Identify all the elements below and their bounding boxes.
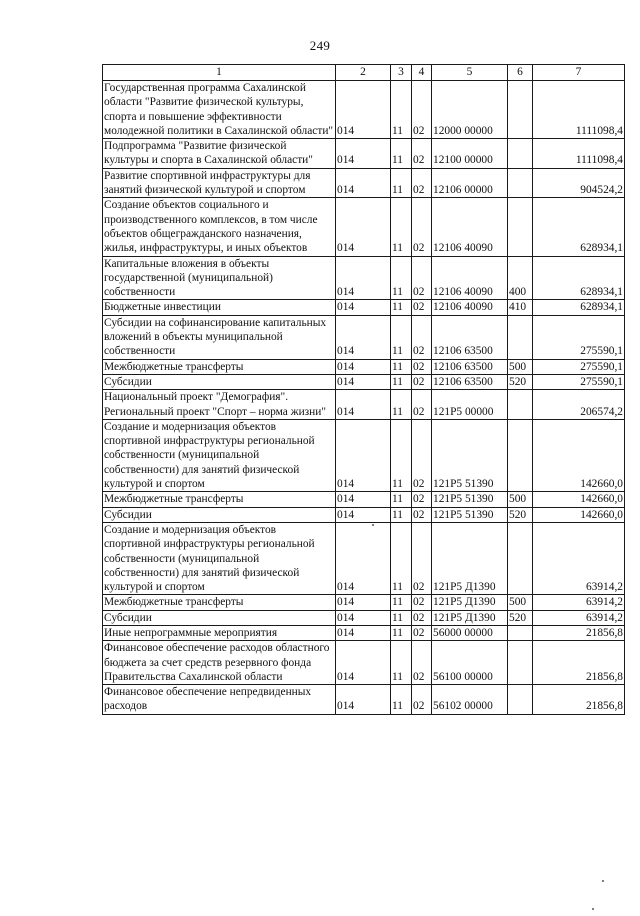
row-code-section: 11 (391, 610, 412, 625)
row-code-expense-type (508, 685, 533, 715)
row-amount: 142660,0 (533, 492, 625, 507)
row-code-section: 11 (391, 685, 412, 715)
row-code-expense-type: 410 (508, 300, 533, 315)
table-row (103, 359, 625, 374)
row-code-expense-type (508, 641, 533, 685)
table-row (103, 507, 625, 522)
table-body (103, 81, 625, 715)
row-amount: 63914,2 (533, 595, 625, 610)
row-amount: 275590,1 (533, 374, 625, 389)
row-code-section: 11 (391, 625, 412, 640)
table-row (103, 610, 625, 625)
row-name: Субсидии на софинансирование капитальных вложений в объекты муниципальной собственности (103, 315, 336, 359)
row-code-target: 12106 63500 (432, 315, 508, 359)
header-col-4: 4 (412, 65, 432, 81)
row-name: Создание и модернизация объектов спортивной инфраструктуры региональной собственности (муниципальной собственности) для занятий физической культурой и спортом (103, 522, 336, 594)
row-name: Иные непрограммные мероприятия (103, 625, 336, 640)
row-code-subsection: 02 (412, 198, 432, 256)
row-name: Создание объектов социального и производственного комплексов, в том числе объектов общегражданского назначения, жилья, инфраструктуры, и иных объектов (103, 198, 336, 256)
row-code-section: 11 (391, 359, 412, 374)
row-code-target: 56100 00000 (432, 641, 508, 685)
row-amount: 142660,0 (533, 507, 625, 522)
header-row (103, 65, 625, 81)
table-row (103, 685, 625, 715)
row-code-admin: 014 (336, 139, 391, 169)
row-amount: 63914,2 (533, 610, 625, 625)
row-code-expense-type (508, 625, 533, 640)
row-code-target: 12106 63500 (432, 359, 508, 374)
row-code-subsection: 02 (412, 507, 432, 522)
row-amount: 206574,2 (533, 390, 625, 420)
row-code-admin: 014 (336, 374, 391, 389)
scan-speck (372, 524, 374, 526)
row-amount: 21856,8 (533, 625, 625, 640)
row-code-subsection: 02 (412, 419, 432, 491)
row-code-subsection: 02 (412, 595, 432, 610)
row-code-subsection: 02 (412, 81, 432, 139)
row-name: Межбюджетные трансферты (103, 359, 336, 374)
row-code-admin: 014 (336, 595, 391, 610)
row-code-admin: 014 (336, 610, 391, 625)
row-amount: 63914,2 (533, 522, 625, 594)
row-code-section: 11 (391, 315, 412, 359)
row-code-subsection: 02 (412, 374, 432, 389)
row-code-target: 56102 00000 (432, 685, 508, 715)
table-row (103, 625, 625, 640)
row-code-section: 11 (391, 374, 412, 389)
row-amount: 275590,1 (533, 315, 625, 359)
row-code-admin: 014 (336, 419, 391, 491)
row-code-expense-type (508, 522, 533, 594)
row-code-target: 12106 40090 (432, 198, 508, 256)
row-code-subsection: 02 (412, 685, 432, 715)
row-code-subsection: 02 (412, 390, 432, 420)
row-code-target: 12106 63500 (432, 374, 508, 389)
table-row (103, 522, 625, 594)
row-code-section: 11 (391, 641, 412, 685)
row-code-target: 12106 40090 (432, 300, 508, 315)
row-code-subsection: 02 (412, 315, 432, 359)
row-code-target: 121P5 51390 (432, 492, 508, 507)
row-amount: 21856,8 (533, 685, 625, 715)
row-code-expense-type: 520 (508, 374, 533, 389)
row-code-target: 121P5 00000 (432, 390, 508, 420)
row-code-expense-type (508, 81, 533, 139)
row-name: Государственная программа Сахалинской области "Развитие физической культуры, спорта и повышение эффективности молодежной политики в Сахалинской области" (103, 81, 336, 139)
table-row (103, 198, 625, 256)
row-amount: 1111098,4 (533, 81, 625, 139)
row-amount: 628934,1 (533, 256, 625, 300)
row-code-admin: 014 (336, 81, 391, 139)
row-name: Создание и модернизация объектов спортивной инфраструктуры региональной собственности (муниципальной собственности) для занятий физической культурой и спортом (103, 419, 336, 491)
row-code-section: 11 (391, 139, 412, 169)
row-code-admin: 014 (336, 256, 391, 300)
row-code-admin: 014 (336, 168, 391, 198)
row-code-expense-type (508, 419, 533, 491)
row-code-subsection: 02 (412, 641, 432, 685)
header-col-6: 6 (508, 65, 533, 81)
row-code-section: 11 (391, 595, 412, 610)
row-code-subsection: 02 (412, 610, 432, 625)
row-name: Межбюджетные трансферты (103, 492, 336, 507)
row-code-expense-type (508, 315, 533, 359)
table-row (103, 256, 625, 300)
row-code-section: 11 (391, 419, 412, 491)
row-amount: 142660,0 (533, 419, 625, 491)
row-name: Финансовое обеспечение расходов областного бюджета за счет средств резервного фонда Правительства Сахалинской области (103, 641, 336, 685)
row-name: Развитие спортивной инфраструктуры для занятий физической культурой и спортом (103, 168, 336, 198)
row-name: Подпрограмма "Развитие физической культуры и спорта в Сахалинской области" (103, 139, 336, 169)
row-code-subsection: 02 (412, 139, 432, 169)
row-name: Национальный проект "Демография". Региональный проект "Спорт – норма жизни" (103, 390, 336, 420)
row-code-expense-type: 500 (508, 359, 533, 374)
table-row (103, 139, 625, 169)
row-code-expense-type (508, 198, 533, 256)
row-name: Межбюджетные трансферты (103, 595, 336, 610)
table-row (103, 81, 625, 139)
row-code-expense-type: 520 (508, 610, 533, 625)
row-code-target: 121P5 Д1390 (432, 522, 508, 594)
row-name: Бюджетные инвестиции (103, 300, 336, 315)
row-code-target: 121P5 51390 (432, 419, 508, 491)
row-code-target: 121P5 Д1390 (432, 595, 508, 610)
row-name: Капитальные вложения в объекты государственной (муниципальной) собственности (103, 256, 336, 300)
table-row (103, 374, 625, 389)
page-number: 249 (309, 38, 331, 53)
header-col-3: 3 (391, 65, 412, 81)
row-code-admin: 014 (336, 641, 391, 685)
row-code-subsection: 02 (412, 625, 432, 640)
row-code-section: 11 (391, 81, 412, 139)
row-code-admin: 014 (336, 315, 391, 359)
row-code-expense-type (508, 139, 533, 169)
row-code-expense-type (508, 390, 533, 420)
row-code-section: 11 (391, 300, 412, 315)
row-code-admin: 014 (336, 198, 391, 256)
row-name: Финансовое обеспечение непредвиденных расходов (103, 685, 336, 715)
row-code-section: 11 (391, 522, 412, 594)
header-col-7: 7 (533, 65, 625, 81)
row-code-subsection: 02 (412, 522, 432, 594)
row-code-admin: 014 (336, 522, 391, 594)
row-code-expense-type: 500 (508, 492, 533, 507)
row-code-section: 11 (391, 256, 412, 300)
row-amount: 628934,1 (533, 300, 625, 315)
row-name: Субсидии (103, 374, 336, 389)
table-row (103, 300, 625, 315)
row-code-admin: 014 (336, 390, 391, 420)
row-code-admin: 014 (336, 685, 391, 715)
row-code-target: 12106 00000 (432, 168, 508, 198)
row-code-section: 11 (391, 492, 412, 507)
row-code-expense-type: 520 (508, 507, 533, 522)
row-code-expense-type: 400 (508, 256, 533, 300)
table-row (103, 390, 625, 420)
row-code-admin: 014 (336, 507, 391, 522)
row-code-target: 12106 40090 (432, 256, 508, 300)
budget-table (102, 64, 625, 715)
row-amount: 628934,1 (533, 198, 625, 256)
row-code-target: 12100 00000 (432, 139, 508, 169)
table-row (103, 168, 625, 198)
row-code-expense-type (508, 168, 533, 198)
header-col-5: 5 (432, 65, 508, 81)
row-amount: 21856,8 (533, 641, 625, 685)
row-code-admin: 014 (336, 625, 391, 640)
row-code-target: 12000 00000 (432, 81, 508, 139)
table-row (103, 419, 625, 491)
table-row (103, 492, 625, 507)
row-code-section: 11 (391, 168, 412, 198)
header-col-2: 2 (336, 65, 391, 81)
scan-speck (592, 908, 594, 910)
row-name: Субсидии (103, 507, 336, 522)
table-row (103, 595, 625, 610)
table-row (103, 315, 625, 359)
scan-speck (602, 880, 604, 882)
row-code-subsection: 02 (412, 256, 432, 300)
row-code-target: 121P5 Д1390 (432, 610, 508, 625)
row-code-section: 11 (391, 198, 412, 256)
header-col-1: 1 (103, 65, 336, 81)
row-code-target: 121P5 51390 (432, 507, 508, 522)
row-code-subsection: 02 (412, 492, 432, 507)
table-row (103, 641, 625, 685)
row-code-subsection: 02 (412, 359, 432, 374)
row-amount: 275590,1 (533, 359, 625, 374)
row-code-admin: 014 (336, 300, 391, 315)
row-code-subsection: 02 (412, 168, 432, 198)
row-code-target: 56000 00000 (432, 625, 508, 640)
row-amount: 904524,2 (533, 168, 625, 198)
row-code-section: 11 (391, 390, 412, 420)
row-name: Субсидии (103, 610, 336, 625)
row-code-section: 11 (391, 507, 412, 522)
row-code-admin: 014 (336, 359, 391, 374)
row-code-expense-type: 500 (508, 595, 533, 610)
row-code-subsection: 02 (412, 300, 432, 315)
row-code-admin: 014 (336, 492, 391, 507)
row-amount: 1111098,4 (533, 139, 625, 169)
